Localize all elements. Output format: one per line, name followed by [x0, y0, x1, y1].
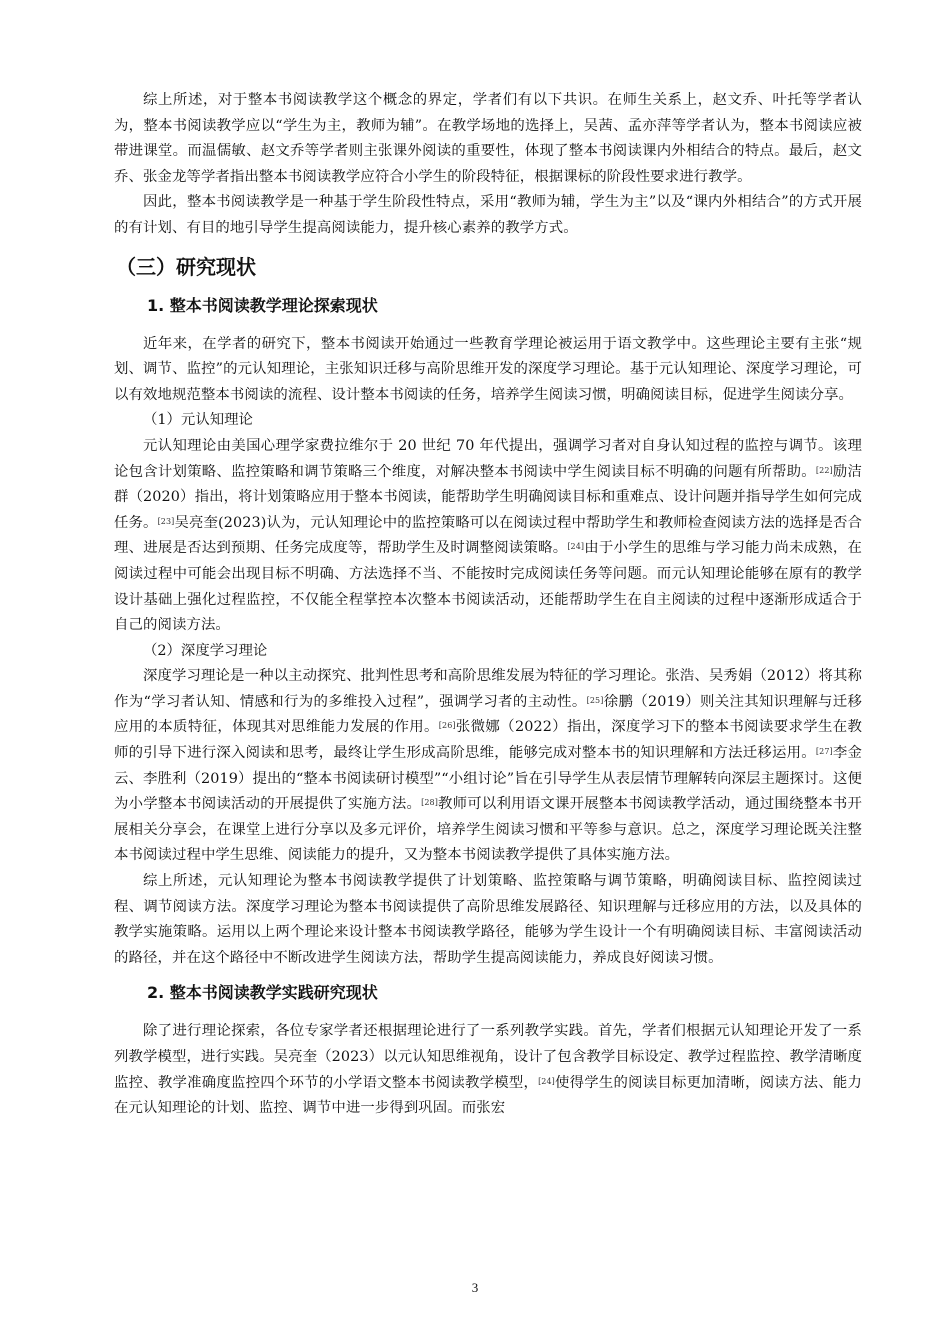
text-run: 元认知理论由美国心理学家费拉维尔于 20 世纪 70 年代提出，强调学习者对自身认知过程的监控与调节。该理论包含计划策略、监控策略和调节策略三个维度，对解决整本书阅读中学生阅读目标不明确的问题有所帮助。	[114, 437, 862, 480]
text-run: 深度学习理论是一种以主动探究、批判性思考和高阶思维发展为特征的学习理论。张浩、吴秀娟（2012）将其称作为“学习者认知、情感和行为的多维投入过程”，强调学习者的主动性。	[114, 668, 862, 710]
paragraph-summary-definition: 综上所述，对于整本书阅读教学这个概念的界定，学者们有以下共识。在师生关系上，赵文乔、叶托等学者认为，整本书阅读教学应以“学生为主，教师为辅”。在教学场地的选择上，吴茜、孟亦萍等学者认为，整本书阅读应被带进课堂。而温儒敏、赵文乔等学者则主张课外阅读的重要性，体现了整本书阅读课内外相结合的特点。最后，赵文乔、张金龙等学者指出整本书阅读教学应符合小学生的阶段特征，根据课标的阶段性要求进行教学。	[114, 92, 862, 185]
citation-24: [24]	[567, 542, 585, 552]
section-heading: （三）研究现状	[116, 254, 256, 279]
text-run: 由于小学生的思维与学习能力尚未成熟，在阅读过程中可能会出现目标不明确、方法选择不当、不能按时完成阅读任务等问题。而元认知理论能够在原有的教学设计基础上强化过程监控，不仅能全程掌控本次整本书阅读活动，还能帮助学生在自主阅读的过程中逐渐形成适合于自己的阅读方法。	[114, 540, 862, 634]
text-run: 李金云、李胜利（2019）提出的“整本书阅读研讨模型”“小组讨论”旨在引导学生从表层情节理解转向深层主题探讨。这便为小学整本书阅读活动的开展提供了实施方法。	[114, 745, 862, 813]
citation-24b: [24]	[538, 1076, 555, 1086]
subsection-heading-practice: 2. 整本书阅读教学实践研究现状	[147, 983, 378, 1003]
page-number: 3	[471, 1280, 479, 1295]
text-run: 教师可以利用语文课开展整本书阅读教学活动，通过围绕整本书开展相关分享会，在课堂上进行分享以及多元评价，培养学生阅读习惯和平等参与意识。总之，深度学习理论既关注整本书阅读过程中学生思维、阅读能力的提升，又为整本书阅读教学提供了具体实施方法。	[114, 796, 862, 864]
citation-25: [25]	[586, 695, 604, 705]
text-run: 吴亮奎(2023)认为，元认知理论中的监控策略可以在阅读过程中帮助学生和教师检查阅读方法的选择是否合理、进展是否达到预期、任务完成度等，帮助学生及时调整阅读策略。	[114, 514, 862, 557]
citation-28: [28]	[421, 798, 438, 808]
paragraph-practice	[114, 1019, 862, 1121]
paragraph-definition-conclusion: 因此，整本书阅读教学是一种基于学生阶段性特点，采用“教师为辅，学生为主”以及“课内外相结合”的方式开展的有计划、有目的地引导学生提高阅读能力，提升核心素养的教学方式。	[114, 194, 862, 236]
paragraph-theory-summary: 综上所述，元认知理论为整本书阅读教学提供了计划策略、监控策略与调节策略，明确阅读目标、监控阅读过程、调节阅读方法。深度学习理论为整本书阅读提供了高阶思维发展路径、知识理解与迁移应用的方法，以及具体的教学实施策略。运用以上两个理论来设计整本书阅读教学路径，能够为学生设计一个有明确阅读目标、丰富阅读活动的路径，并在这个路径中不断改进学生阅读方法，帮助学生提高阅读能力，养成良好阅读习惯。	[114, 873, 862, 966]
text-run: 除了进行理论探索，各位专家学者还根据理论进行了一系列教学实践。首先，学者们根据元认知理论开发了一系列教学模型，进行实践。吴亮奎（2023）以元认知思维视角，设计了包含教学目标设定、教学过程监控、教学清晰度监控、教学准确度监控四个环节的小学语文整本书阅读教学模型，	[114, 1023, 862, 1091]
paragraph-deep-learning	[114, 664, 862, 869]
page-content	[114, 88, 862, 1122]
citation-26: [26]	[438, 721, 456, 731]
text-run: 张微娜（2022）指出，深度学习下的整本书阅读要求学生在教师的引导下进行深入阅读和思考，最终让学生形成高阶思维，能够完成对整本书的知识理解和方法迁移运用。	[114, 719, 862, 762]
theory1-heading: （1）元认知理论	[143, 412, 253, 429]
theory2-heading: （2）深度学习理论	[143, 642, 268, 659]
text-run: 励洁群（2020）指出，将计划策略应用于整本书阅读，能帮助学生明确阅读目标和重难点、设计问题并指导学生如何完成任务。	[114, 463, 862, 531]
citation-23: [23]	[157, 516, 175, 526]
paragraph-theory-intro: 近年来，在学者的研究下，整本书阅读开始通过一些教育学理论被运用于语文教学中。这些理论主要有主张“规划、调节、监控”的元认知理论，主张知识迁移与高阶思维开发的深度学习理论。基于元认知理论、深度学习理论，可以有效地规范整本书阅读的流程、设计整本书阅读的任务，培养学生阅读习惯，明确阅读目标，促进学生阅读分享。	[114, 335, 862, 403]
citation-22: [22]	[815, 465, 833, 475]
subsection-heading-theory: 1. 整本书阅读教学理论探索现状	[147, 295, 378, 315]
paragraph-metacognition	[114, 434, 862, 639]
text-run: 徐鹏（2019）则关注其知识理解与迁移应用的本质特征，体现其对思维能力发展的作用。	[114, 693, 862, 736]
citation-27: [27]	[815, 747, 833, 757]
text-run: 使得学生的阅读目标更加清晰，阅读方法、能力在元认知理论的计划、监控、调节中进一步得到巩固。而张宏	[114, 1074, 862, 1117]
